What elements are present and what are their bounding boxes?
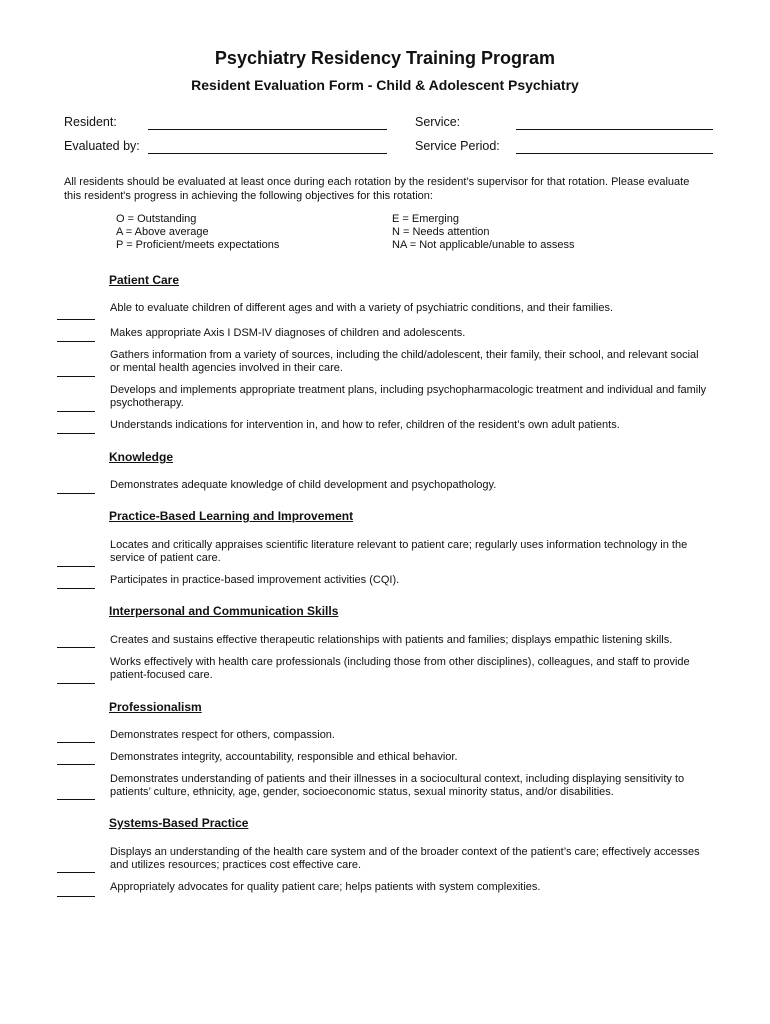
rating-blank[interactable]	[57, 872, 95, 873]
service-field[interactable]	[516, 129, 713, 130]
rating-blank[interactable]	[57, 493, 95, 494]
objective-text: Able to evaluate children of different ages and with a variety of psychiatric conditions, and their families.	[110, 302, 614, 314]
resident-field[interactable]	[148, 129, 387, 130]
rating-blank[interactable]	[57, 433, 95, 434]
rating-legend-right	[392, 213, 575, 252]
rating-blank[interactable]	[57, 376, 95, 377]
legend-needs-attention: N = Needs attention	[392, 226, 490, 238]
rating-blank[interactable]	[57, 588, 95, 589]
rating-blank[interactable]	[57, 566, 95, 567]
section-title-systems-based-practice: Systems-Based Practice	[109, 816, 249, 830]
section-title-professionalism: Professionalism	[109, 700, 202, 714]
legend-outstanding: O = Outstanding	[116, 213, 197, 225]
instructions-paragraph: All residents should be evaluated at least once during each rotation by the resident’s supervisor for that rotation. Please evaluate this resident's progress in achieving the following objectives for this rotation:	[64, 176, 690, 202]
evaluated-by-field[interactable]	[148, 153, 387, 154]
rating-legend-left	[116, 213, 279, 252]
objective-text: Participates in practice-based improvement activities (CQI).	[110, 574, 400, 586]
section-title-patient-care: Patient Care	[109, 273, 180, 287]
objective-text: Works effectively with health care professionals (including those from other disciplines), colleagues, and staff to provide patient-focused care.	[110, 656, 690, 681]
rating-blank[interactable]	[57, 683, 95, 684]
legend-proficient: P = Proficient/meets expectations	[116, 239, 280, 251]
rating-blank[interactable]	[57, 341, 95, 342]
objective-text: Appropriately advocates for quality patient care; helps patients with system complexities.	[110, 881, 541, 893]
objective-text: Demonstrates respect for others, compassion.	[110, 729, 335, 741]
rating-blank[interactable]	[57, 319, 95, 320]
rating-blank[interactable]	[57, 411, 95, 412]
objective-text: Understands indications for intervention in, and how to refer, children of the resident’s own adult patients.	[110, 419, 620, 431]
section-title-practice-based-learning: Practice-Based Learning and Improvement	[109, 509, 354, 523]
section-title-knowledge: Knowledge	[109, 450, 174, 464]
form-subtitle: Resident Evaluation Form - Child & Adolescent Psychiatry	[191, 77, 579, 93]
service-period-field[interactable]	[516, 153, 713, 154]
objective-text: Makes appropriate Axis I DSM-IV diagnoses of children and adolescents.	[110, 327, 466, 339]
rating-blank[interactable]	[57, 647, 95, 648]
legend-not-applicable: NA = Not applicable/unable to assess	[392, 239, 575, 251]
objective-text: Locates and critically appraises scientific literature relevant to patient care; regularly uses information technology in the service of patient care.	[110, 539, 688, 564]
objective-text: Creates and sustains effective therapeutic relationships with patients and families; displays empathic listening skills.	[110, 634, 673, 646]
objective-text: Develops and implements appropriate treatment plans, including psychopharmacologic treatment and individual and family psychotherapy.	[110, 384, 707, 409]
rating-blank[interactable]	[57, 896, 95, 897]
section-title-interpersonal-communication: Interpersonal and Communication Skills	[109, 604, 339, 618]
objective-text: Demonstrates integrity, accountability, responsible and ethical behavior.	[110, 751, 458, 763]
objective-text: Gathers information from a variety of sources, including the child/adolescent, their family, their school, and relevant social or mental health agencies involved in their care.	[110, 349, 699, 374]
rating-blank[interactable]	[57, 742, 95, 743]
evaluated-by-label: Evaluated by:	[64, 139, 140, 153]
objective-text: Demonstrates understanding of patients and their illnesses in a sociocultural context, including displaying sensitivity to patients’ culture, ethnicity, age, gender, socioeconomic status, sexual minority status, and/or disabilities.	[110, 773, 685, 798]
rating-blank[interactable]	[57, 799, 95, 800]
rating-blank[interactable]	[57, 764, 95, 765]
form-title: Psychiatry Residency Training Program	[214, 48, 556, 68]
service-period-label: Service Period:	[415, 139, 500, 153]
legend-emerging: E = Emerging	[392, 213, 459, 225]
resident-label: Resident:	[64, 115, 117, 129]
legend-above-average: A = Above average	[116, 226, 209, 238]
objective-text: Displays an understanding of the health care system and of the broader context of the patient’s care; effectively accesses and utilizes resources; practices cost effective care.	[110, 846, 700, 871]
objective-text: Demonstrates adequate knowledge of child development and psychopathology.	[110, 479, 497, 491]
service-label: Service:	[415, 115, 461, 129]
